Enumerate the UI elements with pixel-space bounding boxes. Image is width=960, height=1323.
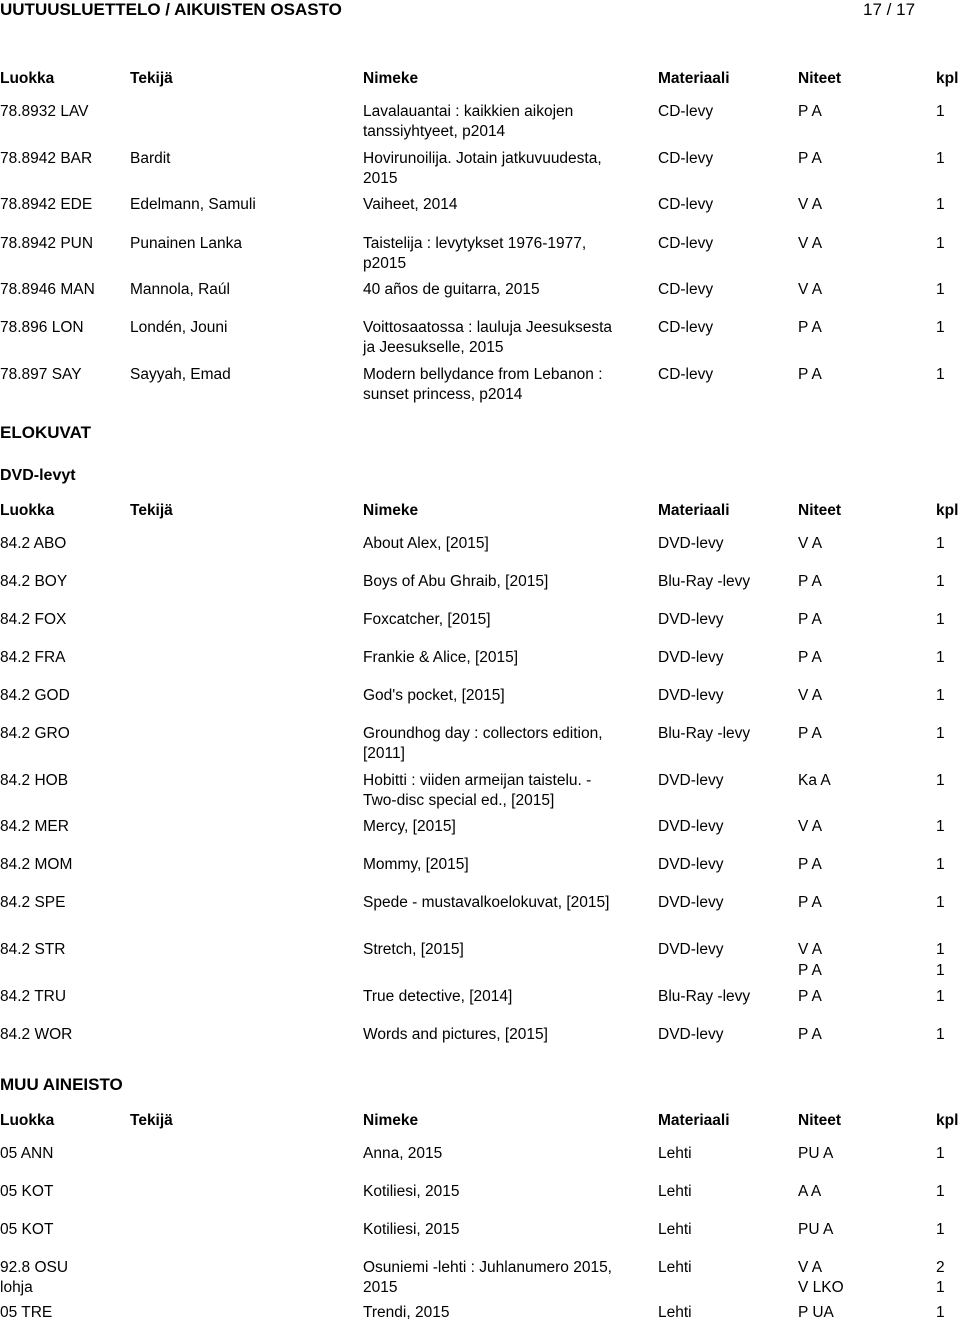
cell-materiaali: Lehti — [658, 1183, 692, 1200]
col-header-kpl: kpl — [936, 70, 959, 87]
cell-kpl: 1 — [936, 319, 945, 336]
cell-kpl: 1 — [936, 611, 945, 628]
page-title: UUTUUSLUETTELO / AIKUISTEN OSASTO — [0, 0, 342, 19]
page-number: 17 — [863, 0, 882, 19]
cell-luokka: 84.2 GOD — [0, 687, 70, 704]
col-header-niteet: Niteet — [798, 1112, 842, 1129]
cell-luokka: 84.2 ABO — [0, 535, 67, 552]
cell-niteet: P A — [798, 856, 822, 873]
cell-nimeke: Foxcatcher, [2015] — [363, 611, 491, 628]
cell-materiaali: CD-levy — [658, 319, 714, 336]
cell-nimeke: Kotiliesi, 2015 — [363, 1183, 460, 1200]
cell-niteet: V A — [798, 196, 823, 213]
cell-niteet: P UA — [798, 1304, 834, 1321]
cell-nimeke: Taistelija : levytykset 1976-1977, p2015 — [363, 235, 587, 272]
cell-luokka: 78.8942 EDE — [0, 196, 93, 213]
cell-materiaali: DVD-levy — [658, 1026, 724, 1043]
cell-kpl: 1 — [936, 1304, 945, 1321]
cell-niteet-2: V LKO — [798, 1279, 844, 1296]
cell-materiaali: DVD-levy — [658, 535, 724, 552]
cell-luokka: 84.2 MER — [0, 818, 69, 835]
col-header-kpl: kpl — [936, 502, 959, 519]
section-title-elokuvat: ELOKUVAT — [0, 423, 91, 442]
cell-nimeke: Stretch, [2015] — [363, 941, 464, 958]
cell-materiaali: DVD-levy — [658, 687, 724, 704]
cell-kpl: 1 — [936, 772, 945, 789]
cell-nimeke: God's pocket, [2015] — [363, 687, 505, 704]
cell-materiaali: DVD-levy — [658, 856, 724, 873]
cell-kpl: 1 — [936, 196, 945, 213]
cell-tekija: Londén, Jouni — [130, 319, 228, 336]
cell-niteet: P A — [798, 725, 822, 742]
cell-niteet: P A — [798, 573, 822, 590]
cell-luokka: 78.8932 LAV — [0, 103, 89, 120]
cell-kpl: 2 — [936, 1259, 945, 1276]
cell-niteet: P A — [798, 319, 822, 336]
col-header-tekija: Tekijä — [130, 70, 173, 87]
cell-materiaali: Blu-Ray -levy — [658, 573, 751, 590]
cell-nimeke: Mercy, [2015] — [363, 818, 456, 835]
cell-nimeke: Lavalauantai : kaikkien aikojen tanssiyhtyeet, p2014 — [363, 103, 574, 140]
cell-materiaali: CD-levy — [658, 235, 714, 252]
cell-materiaali: DVD-levy — [658, 818, 724, 835]
cell-nimeke: 40 años de guitarra, 2015 — [363, 281, 540, 298]
cell-nimeke: True detective, [2014] — [363, 988, 513, 1005]
cell-luokka: 05 ANN — [0, 1145, 54, 1162]
cell-nimeke: Frankie & Alice, [2015] — [363, 649, 519, 666]
cell-niteet: Ka A — [798, 772, 831, 789]
cell-niteet: P A — [798, 894, 822, 911]
cell-kpl: 1 — [936, 1026, 945, 1043]
cell-luokka: 84.2 WOR — [0, 1026, 73, 1043]
cell-kpl: 1 — [936, 894, 945, 911]
cell-niteet: V A — [798, 687, 823, 704]
cell-luokka: 05 KOT — [0, 1183, 54, 1200]
page-total: 17 — [896, 0, 916, 19]
cell-materiaali: CD-levy — [658, 281, 714, 298]
cell-luokka: 84.2 FOX — [0, 611, 67, 628]
cell-niteet: V A — [798, 1259, 823, 1276]
cell-materiaali: Lehti — [658, 1221, 692, 1238]
cell-niteet: V A — [798, 535, 823, 552]
col-header-tekija: Tekijä — [130, 502, 173, 519]
cell-tekija: Punainen Lanka — [130, 235, 243, 252]
cell-nimeke: Modern bellydance from Lebanon : sunset princess, p2014 — [363, 366, 603, 403]
cell-materiaali: CD-levy — [658, 196, 714, 213]
page-separator: / — [886, 0, 892, 19]
cell-kpl-2: 1 — [936, 962, 945, 979]
cell-niteet: V A — [798, 235, 823, 252]
col-header-materiaali: Materiaali — [658, 502, 730, 519]
cell-tekija: Edelmann, Samuli — [130, 196, 256, 213]
cell-kpl: 1 — [936, 281, 945, 298]
col-header-niteet: Niteet — [798, 70, 842, 87]
cell-materiaali: DVD-levy — [658, 772, 724, 789]
cell-niteet: PU A — [798, 1145, 834, 1162]
cell-luokka: 84.2 STR — [0, 941, 66, 958]
col-header-niteet: Niteet — [798, 502, 842, 519]
cell-luokka: 05 TRE — [0, 1304, 53, 1321]
col-header-kpl: kpl — [936, 1112, 959, 1129]
subsection-title-dvd: DVD-levyt — [0, 467, 76, 484]
cell-niteet: V A — [798, 818, 823, 835]
col-header-luokka: Luokka — [0, 70, 55, 87]
cell-luokka: 84.2 TRU — [0, 988, 67, 1005]
cell-niteet: PU A — [798, 1221, 834, 1238]
cell-nimeke: Mommy, [2015] — [363, 856, 469, 873]
cell-kpl: 1 — [936, 649, 945, 666]
cell-materiaali: DVD-levy — [658, 941, 724, 958]
cell-materiaali: Blu-Ray -levy — [658, 988, 751, 1005]
cell-luokka: 92.8 OSU — [0, 1259, 69, 1276]
col-header-nimeke: Nimeke — [363, 70, 419, 87]
cell-luokka: 84.2 GRO — [0, 725, 70, 742]
cell-niteet: P A — [798, 150, 822, 167]
cell-materiaali: DVD-levy — [658, 894, 724, 911]
cell-kpl: 1 — [936, 150, 945, 167]
cell-luokka: 78.896 LON — [0, 319, 84, 336]
cell-materiaali: DVD-levy — [658, 649, 724, 666]
page-number-indicator — [863, 0, 915, 20]
cell-kpl: 1 — [936, 687, 945, 704]
cell-kpl: 1 — [936, 818, 945, 835]
cell-materiaali: CD-levy — [658, 150, 714, 167]
cell-materiaali: DVD-levy — [658, 611, 724, 628]
col-header-materiaali: Materiaali — [658, 1112, 730, 1129]
cell-luokka: 84.2 MOM — [0, 856, 73, 873]
cell-materiaali: CD-levy — [658, 103, 714, 120]
cell-materiaali: Blu-Ray -levy — [658, 725, 751, 742]
cell-kpl: 1 — [936, 1183, 945, 1200]
cell-kpl: 1 — [936, 856, 945, 873]
cell-nimeke: Vaiheet, 2014 — [363, 196, 458, 213]
cell-niteet-2: P A — [798, 962, 822, 979]
cell-nimeke: Hovirunoilija. Jotain jatkuvuudesta, 2015 — [363, 150, 602, 187]
col-header-luokka: Luokka — [0, 1112, 55, 1129]
cell-nimeke: Boys of Abu Ghraib, [2015] — [363, 573, 549, 590]
col-header-tekija: Tekijä — [130, 1112, 173, 1129]
cell-niteet: P A — [798, 1026, 822, 1043]
cell-kpl: 1 — [936, 988, 945, 1005]
section-title-muu-aineisto: MUU AINEISTO — [0, 1075, 123, 1094]
cell-tekija: Sayyah, Emad — [130, 366, 231, 383]
cell-luokka: 84.2 HOB — [0, 772, 69, 789]
cell-nimeke: Hobitti : viiden armeijan taistelu. - Two-disc special ed., [2015] — [363, 772, 592, 809]
cell-kpl: 1 — [936, 1145, 945, 1162]
cell-niteet: P A — [798, 988, 822, 1005]
cell-kpl: 1 — [936, 725, 945, 742]
cell-luokka: 78.897 SAY — [0, 366, 82, 383]
cell-kpl: 1 — [936, 235, 945, 252]
cell-nimeke: Words and pictures, [2015] — [363, 1026, 548, 1043]
cell-materiaali: Lehti — [658, 1304, 692, 1321]
cell-niteet: A A — [798, 1183, 822, 1200]
cell-tekija: Bardit — [130, 150, 171, 167]
cell-luokka: 78.8942 BAR — [0, 150, 93, 167]
cell-nimeke: About Alex, [2015] — [363, 535, 489, 552]
col-header-luokka: Luokka — [0, 502, 55, 519]
cell-kpl: 1 — [936, 941, 945, 958]
cell-niteet: P A — [798, 366, 822, 383]
cell-kpl-2: 1 — [936, 1279, 945, 1296]
cell-niteet: P A — [798, 649, 822, 666]
cell-niteet: V A — [798, 941, 823, 958]
cell-nimeke: Trendi, 2015 — [363, 1304, 450, 1321]
col-header-nimeke: Nimeke — [363, 1112, 419, 1129]
cell-kpl: 1 — [936, 103, 945, 120]
cell-nimeke: Anna, 2015 — [363, 1145, 443, 1162]
cell-kpl: 1 — [936, 573, 945, 590]
cell-nimeke: Voittosaatossa : lauluja Jeesuksesta ja Jeesukselle, 2015 — [363, 319, 613, 356]
col-header-materiaali: Materiaali — [658, 70, 730, 87]
cell-nimeke: Kotiliesi, 2015 — [363, 1221, 460, 1238]
cell-niteet: P A — [798, 103, 822, 120]
cell-kpl: 1 — [936, 366, 945, 383]
cell-luokka: 78.8942 PUN — [0, 235, 94, 252]
cell-luokka: 84.2 SPE — [0, 894, 66, 911]
cell-tekija: Mannola, Raúl — [130, 281, 230, 298]
cell-luokka: 84.2 BOY — [0, 573, 68, 590]
cell-nimeke: Osuniemi -lehti : Juhlanumero 2015, 2015 — [363, 1259, 612, 1296]
cell-nimeke: Groundhog day : collectors edition, [2011] — [363, 725, 603, 762]
cell-kpl: 1 — [936, 535, 945, 552]
cell-luokka-2: lohja — [0, 1279, 33, 1296]
cell-materiaali: Lehti — [658, 1145, 692, 1162]
cell-materiaali: Lehti — [658, 1259, 692, 1276]
cell-luokka: 78.8946 MAN — [0, 281, 95, 298]
cell-kpl: 1 — [936, 1221, 945, 1238]
col-header-nimeke: Nimeke — [363, 502, 419, 519]
cell-nimeke: Spede - mustavalkoelokuvat, [2015] — [363, 894, 610, 911]
cell-niteet: V A — [798, 281, 823, 298]
cell-luokka: 84.2 FRA — [0, 649, 66, 666]
cell-luokka: 05 KOT — [0, 1221, 54, 1238]
cell-materiaali: CD-levy — [658, 366, 714, 383]
cell-niteet: P A — [798, 611, 822, 628]
